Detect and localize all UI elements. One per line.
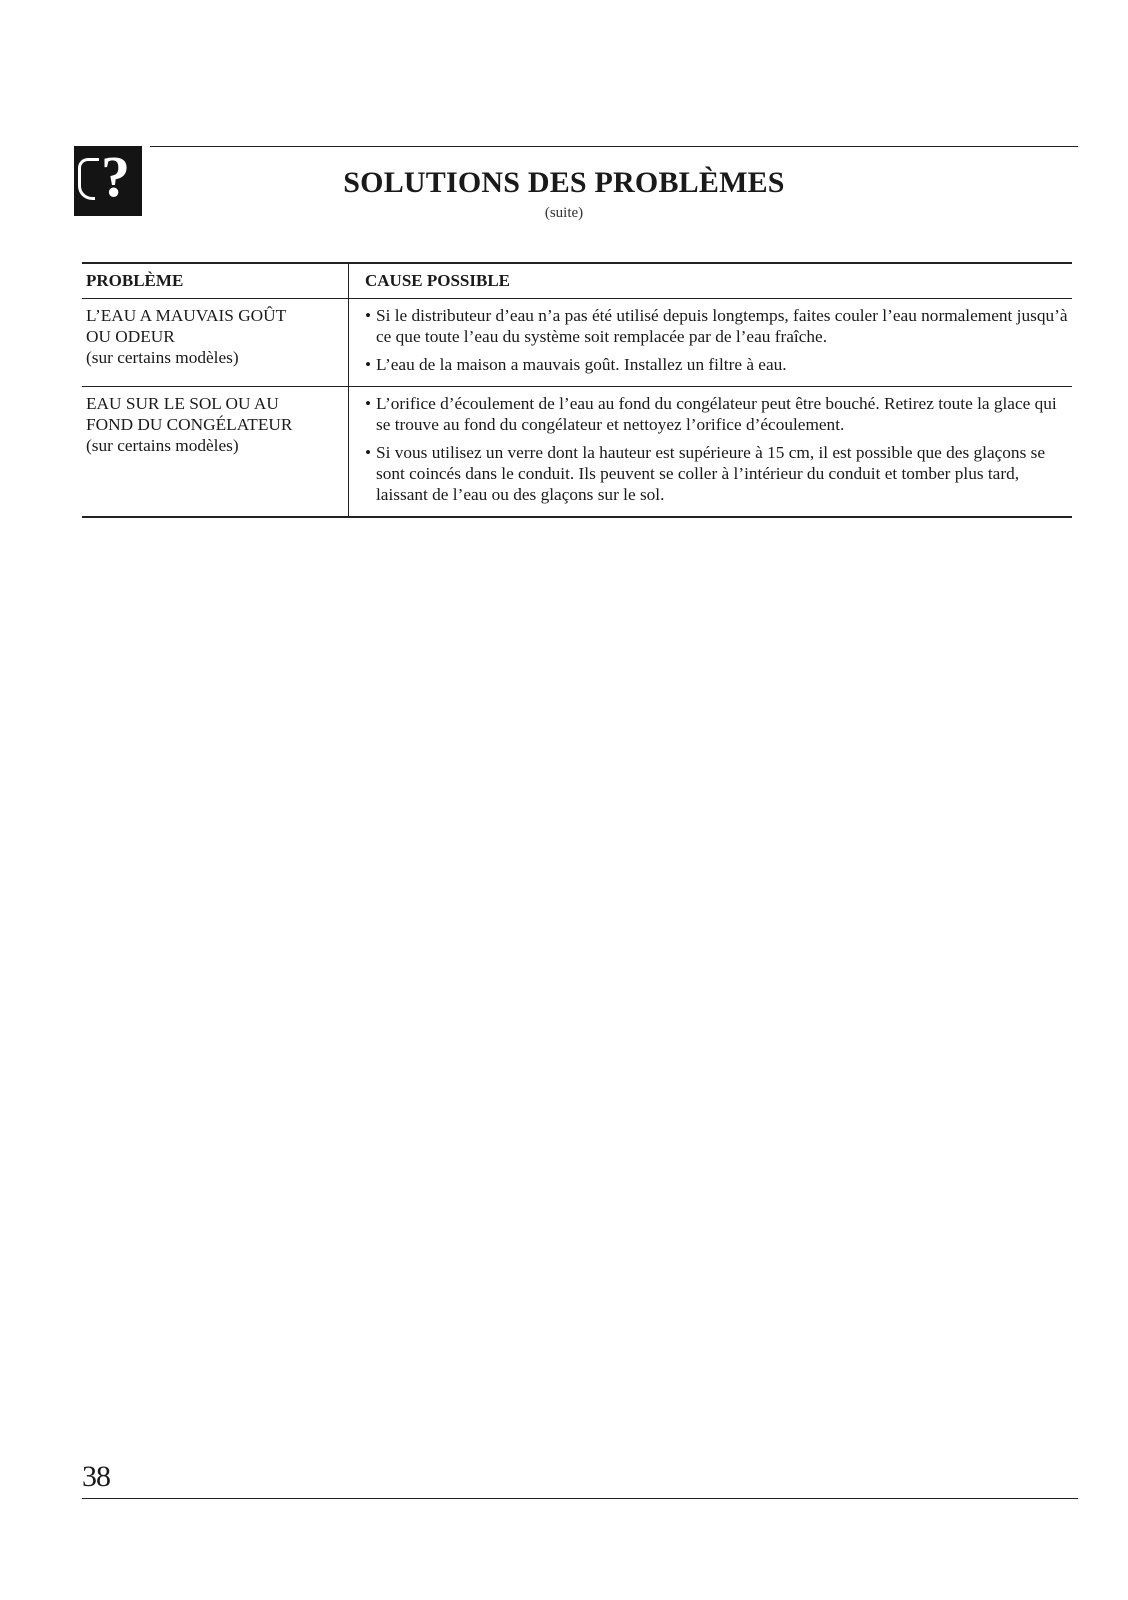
problem-line: EAU SUR LE SOL OU AU [86, 394, 279, 413]
problem-line: (sur certains modèles) [86, 348, 239, 367]
problem-cell [82, 299, 349, 387]
cause-item [365, 354, 1072, 375]
problem-line: FOND DU CONGÉLATEUR [86, 415, 293, 434]
troubleshooting-table [82, 262, 1072, 518]
table-row [82, 387, 1072, 518]
column-header-problem: PROBLÈME [82, 263, 349, 299]
problem-line: (sur certains modèles) [86, 436, 239, 455]
problem-line: L’EAU A MAUVAIS GOÛT [86, 306, 287, 325]
question-mark-glyph: ? [101, 144, 130, 209]
cause-item [365, 442, 1072, 505]
table-header-row [82, 263, 1072, 299]
cause-text: L’eau de la maison a mauvais goût. Installez un filtre à eau. [376, 355, 787, 374]
page-subtitle: (suite) [544, 205, 584, 221]
header-rule [150, 146, 1078, 147]
cause-cell [349, 387, 1073, 518]
cause-item [365, 393, 1072, 435]
cause-text: L’orifice d’écoulement de l’eau au fond du congélateur peut être bouché. Retirez toute la glace qui se trouve au fond du congélateur et nettoyez l’orifice d’écoulement. [376, 394, 1057, 434]
bullet-icon: • [365, 394, 372, 413]
bullet-icon: • [365, 355, 372, 374]
page-title: SOLUTIONS DES PROBLÈMES [343, 166, 785, 199]
cause-text: Si vous utilisez un verre dont la hauteur est supérieure à 15 cm, il est possible que des glaçons se sont coincés dans le conduit. Ils peuvent se coller à l’intérieur du conduit et tomber plus tard, laissant de l’eau ou des glaçons sur le sol. [376, 443, 1046, 504]
problem-line: OU ODEUR [86, 327, 175, 346]
cause-cell [349, 299, 1073, 387]
problem-cell [82, 387, 349, 518]
bullet-icon: • [365, 306, 372, 325]
cause-text: Si le distributeur d’eau n’a pas été utilisé depuis longtemps, faites couler l’eau normalement jusqu’à ce que toute l’eau du système soit remplacée par de l’eau fraîche. [376, 306, 1068, 346]
page-number: 38 [82, 1460, 110, 1493]
column-header-cause: CAUSE POSSIBLE [349, 263, 1073, 299]
footer-rule [82, 1498, 1078, 1499]
bullet-icon: • [365, 443, 372, 462]
cause-item [365, 305, 1072, 347]
table-row [82, 299, 1072, 387]
